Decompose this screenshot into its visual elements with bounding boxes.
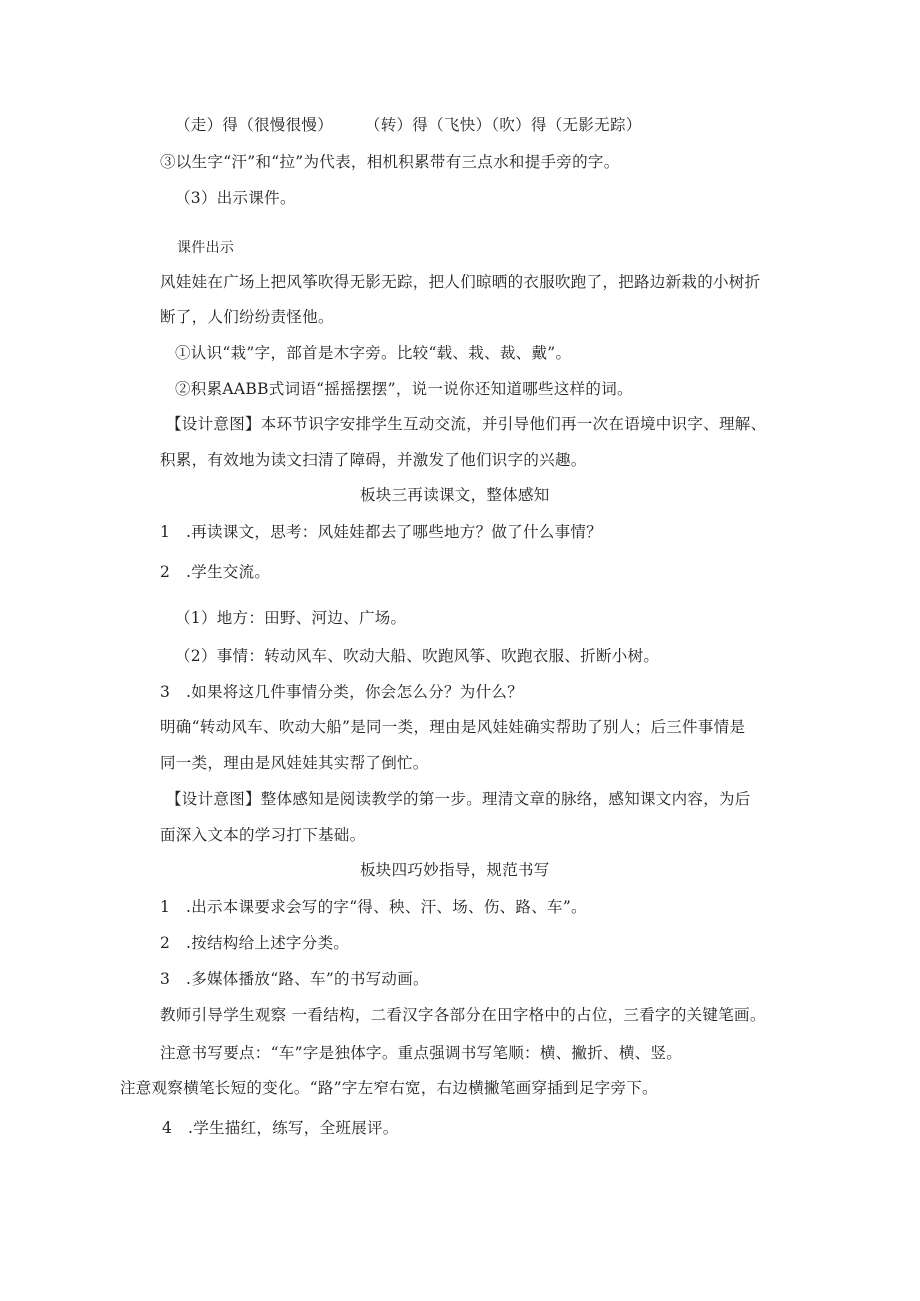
text-line: ①认识“栽”字，部首是木字旁。比较“载、栽、裁、戴”。 (175, 344, 572, 362)
list-item: 2 .按结构给上述字分类。 (160, 934, 350, 952)
list-item: 1 .出示本课要求会写的字“得、秧、汗、场、伤、路、车”。 (160, 898, 587, 916)
text-line: 注意观察横笔长短的变化。“路”字左窄右宽，右边横撇笔画穿插到足字旁下。 (120, 1079, 658, 1097)
section-heading: 板块三再读课文，整体感知 (360, 486, 550, 504)
design-intent-paragraph: 【设计意图】本环节识字安排学生互动交流，并引导他们再一次在语境中识字、理解、 (166, 415, 767, 433)
text-line: 面深入文本的学习打下基础。 (160, 826, 366, 844)
text-line: 教师引导学生观察 一看结构，二看汉字各部分在田字格中的占位，三看字的关键笔画。 (160, 1006, 766, 1024)
text-line: （2）事情：转动风车、吹动大船、吹跑风筝、吹跑衣服、折断小树。 (175, 647, 660, 665)
text-line: 积累，有效地为读文扫清了障碍，并激发了他们识字的兴趣。 (160, 451, 587, 469)
design-intent-paragraph: 【设计意图】整体感知是阅读教学的第一步。理清文章的脉络，感知课文内容，为后 (166, 790, 751, 808)
callout-heading: 课件出示 (177, 240, 235, 256)
text-line: 明确“转动风车、吹动大船”是同一类，理由是风娃娃确实帮助了别人；后三件事情是 (160, 718, 746, 736)
list-item: 3 .如果将这几件事情分类，你会怎么分？为什么？ (160, 683, 523, 701)
text-line: ③以生字“汗”和“拉”为代表，相机积累带有三点水和提手旁的字。 (160, 153, 620, 171)
text-line: 断了，人们纷纷责怪他。 (160, 308, 334, 326)
text-line: 风娃娃在广场上把风筝吹得无影无踪，把人们晾晒的衣服吹跑了，把路边新栽的小树折 (160, 273, 761, 291)
text-line: （走）得（很慢很慢） （转）得（飞快）（吹）得（无影无踪） (175, 116, 642, 134)
list-item: 2 .学生交流。 (160, 563, 271, 581)
section-heading: 板块四巧妙指导，规范书写 (360, 861, 550, 879)
text-line: （3）出示课件。 (175, 189, 296, 207)
list-item: 1 .再读课文，思考：风娃娃都去了哪些地方？做了什么事情？ (160, 523, 602, 541)
list-item: 3 .多媒体播放“路、车”的书写动画。 (160, 970, 429, 988)
text-line: 注意书写要点：“车”字是独体字。重点强调书写笔顺：横、撇折、横、竖。 (160, 1044, 683, 1062)
list-item: 4 .学生描红，练写，全班展评。 (162, 1119, 399, 1137)
text-line: 同一类，理由是风娃娃其实帮了倒忙。 (160, 754, 429, 772)
text-line: （1）地方：田野、河边、广场。 (175, 609, 407, 627)
text-line: ②积累AABB式词语“摇摇摆摆”，说一说你还知道哪些这样的词。 (175, 380, 633, 398)
